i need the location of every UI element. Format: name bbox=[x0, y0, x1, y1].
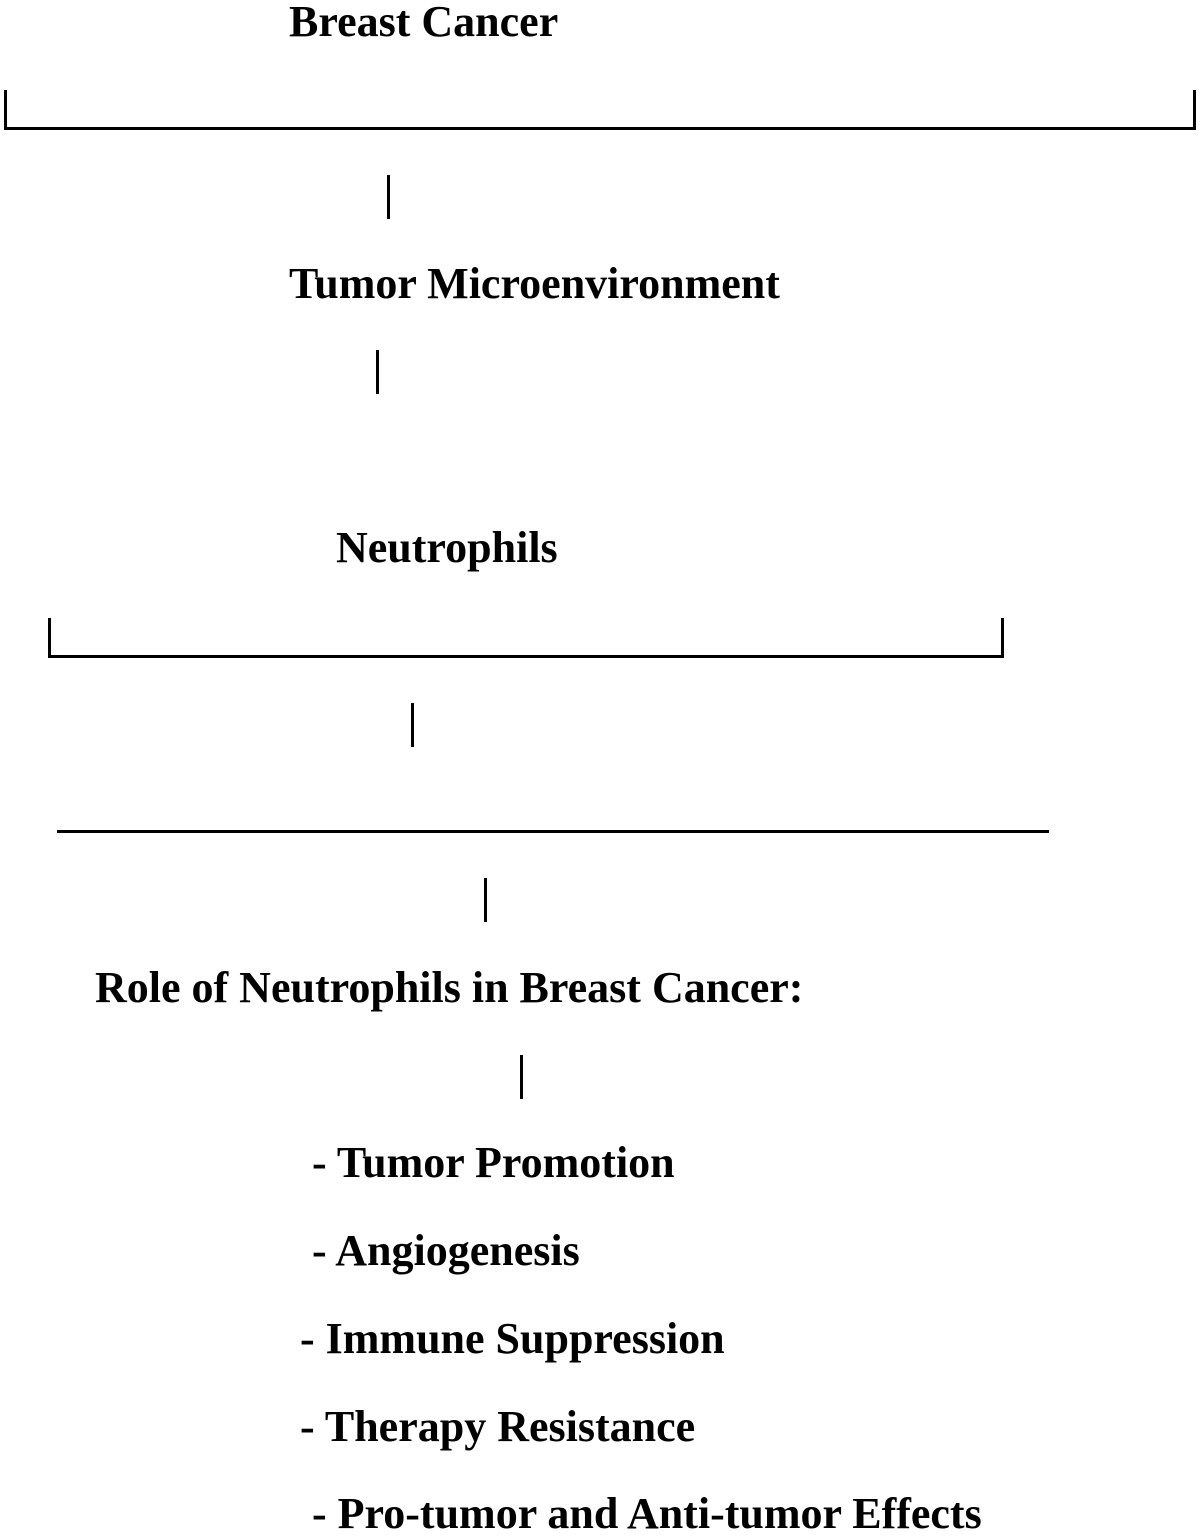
node-tumor-microenvironment: Tumor Microenvironment bbox=[289, 259, 780, 308]
node-neutrophils: Neutrophils bbox=[336, 523, 558, 572]
bracket-mid-line bbox=[51, 655, 1001, 658]
diagram-title: Breast Cancer bbox=[289, 0, 559, 46]
connector-line bbox=[376, 350, 379, 394]
connector-line bbox=[520, 1055, 523, 1099]
role-item-therapy-resistance: - Therapy Resistance bbox=[300, 1402, 696, 1451]
role-item-immune-suppression: - Immune Suppression bbox=[300, 1314, 725, 1363]
bracket-right-tick bbox=[1193, 90, 1196, 130]
connector-line bbox=[411, 703, 414, 747]
connector-line bbox=[387, 175, 390, 219]
role-item-tumor-promotion: - Tumor Promotion bbox=[312, 1138, 675, 1187]
connector-line bbox=[484, 878, 487, 922]
role-item-pro-anti-tumor-effects: - Pro-tumor and Anti-tumor Effects bbox=[312, 1489, 982, 1538]
bracket-top-line bbox=[7, 127, 1193, 130]
role-heading: Role of Neutrophils in Breast Cancer: bbox=[95, 963, 804, 1012]
role-item-angiogenesis: - Angiogenesis bbox=[312, 1226, 580, 1275]
separator-line bbox=[57, 830, 1049, 833]
bracket-left-tick bbox=[4, 90, 7, 130]
bracket-left-tick bbox=[48, 618, 51, 658]
bracket-right-tick bbox=[1001, 618, 1004, 658]
